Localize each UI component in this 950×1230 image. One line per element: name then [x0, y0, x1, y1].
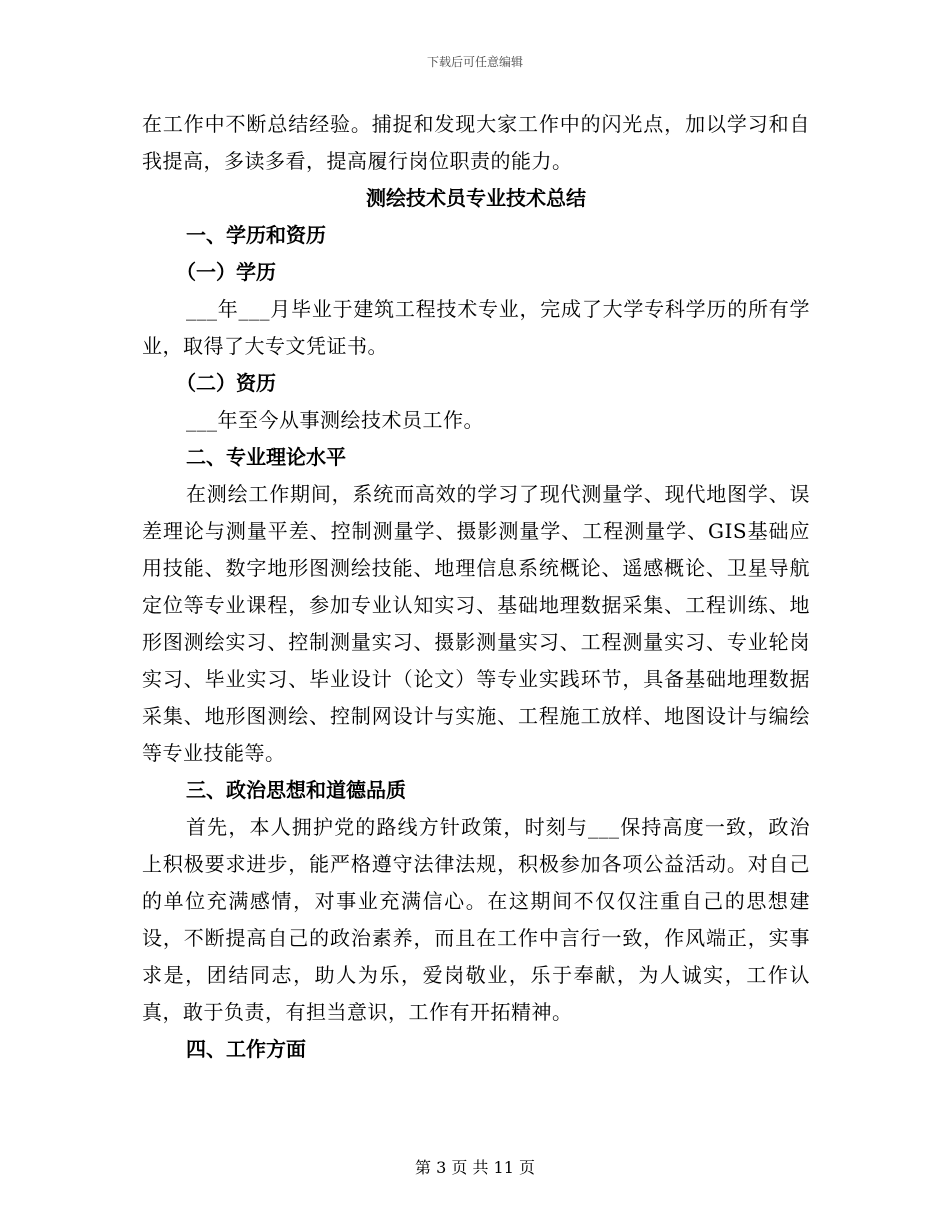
section-heading-education: 一、学历和资历	[186, 223, 326, 247]
document-body	[142, 106, 810, 1068]
degree-paragraph: ___年___月毕业于建筑工程技术专业，完成了大学专科学历的所有学业，取得了大专文凭证书。	[142, 297, 810, 358]
theory-paragraph: 在测绘工作期间，系统而高效的学习了现代测量学、现代地图学、误差理论与测量平差、控制测量学、摄影测量学、工程测量学、GIS基础应用技能、数字地形图测绘技能、地理信息系统概论、遥感概论、卫星导航定位等专业课程，参加专业认知实习、基础地理数据采集、工程训练、地形图测绘实习、控制测量实习、摄影测量实习、工程测量实习、专业轮岗实习、毕业实习、毕业设计（论文）等专业实践环节，具备基础地理数据采集、地形图测绘、控制网设计与实施、工程施工放样、地图设计与编绘等专业技能等。	[142, 482, 810, 765]
experience-paragraph: ___年至今从事测绘技术员工作。	[186, 408, 484, 432]
politics-paragraph: 首先，本人拥护党的路线方针政策，时刻与___保持高度一致，政治上积极要求进步，能严格遵守法律法规，积极参加各项公益活动。对自己的单位充满感情，对事业充满信心。在这期间不仅仅注重自己的思想建设，不断提高自己的政治素养，而且在工作中言行一致，作风端正，实事求是，团结同志，助人为乐，爱岗敬业，乐于奉献，为人诚实，工作认真，敢于负责，有担当意识，工作有开拓精神。	[142, 815, 810, 1024]
subheading-degree: （一）学历	[176, 260, 276, 284]
section-heading-politics: 三、政治思想和道德品质	[186, 778, 406, 802]
document-title: 测绘技术员专业技术总结	[366, 186, 586, 210]
section-heading-work: 四、工作方面	[186, 1037, 306, 1061]
section-heading-theory: 二、专业理论水平	[186, 445, 346, 469]
intro-paragraph: 在工作中不断总结经验。捕捉和发现大家工作中的闪光点，加以学习和自我提高，多读多看，提高履行岗位职责的能力。	[142, 112, 810, 173]
subheading-experience: （二）资历	[176, 371, 276, 395]
page-header: 下载后可任意编辑	[426, 55, 523, 69]
page-number: 第 3 页 共 11 页	[415, 1158, 535, 1177]
